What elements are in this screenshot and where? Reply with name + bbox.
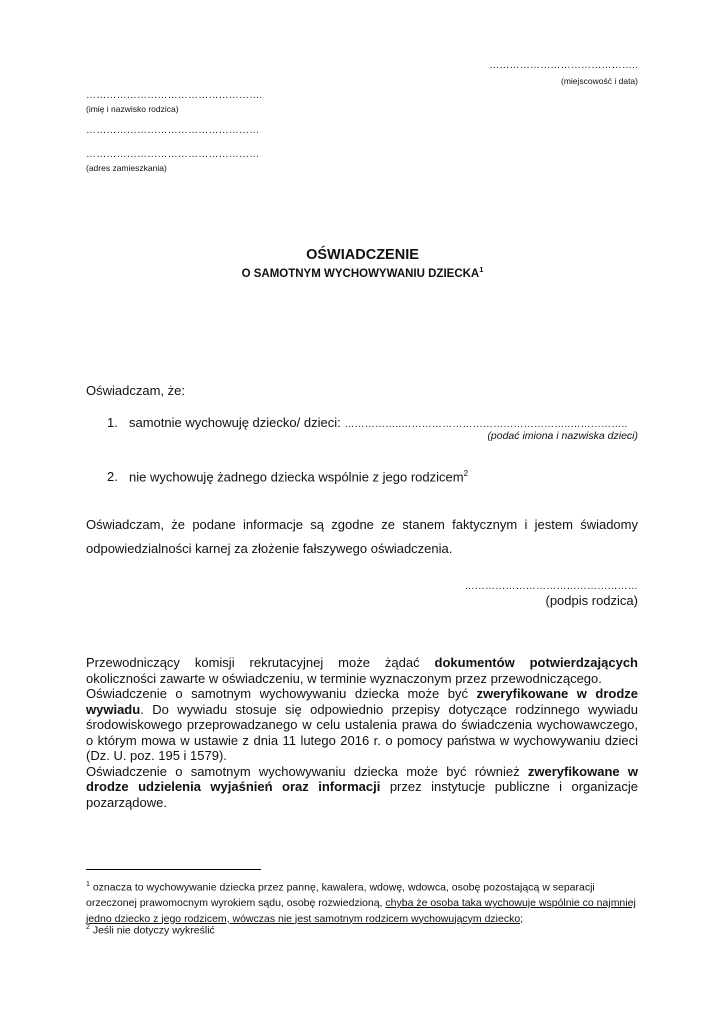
- info-p1-bold: dokumentów potwierdzających: [434, 655, 638, 670]
- document-subtitle: [0, 265, 725, 280]
- footnote-2-number: 2: [86, 924, 90, 931]
- address-dots-2: ……………………………………………: [86, 149, 260, 160]
- name-label: (imię i nazwisko rodzica): [86, 104, 179, 114]
- address-dots-1: ……………………………………………: [86, 125, 260, 136]
- item-1-dots: ……………..…………………………………………..……………..: [344, 419, 628, 430]
- footnote-2-text: Jeśli nie dotyczy wykreślić: [89, 924, 215, 937]
- name-dots: …………………………………………….: [86, 90, 263, 101]
- footnote-separator: [86, 869, 261, 870]
- item-1-text: [129, 415, 627, 430]
- date-dots: ……………………………………..: [489, 60, 638, 71]
- subtitle-text: O SAMOTNYM WYCHOWYWANIU DZIECKA: [241, 267, 480, 280]
- subtitle-footnote-ref: 1: [479, 265, 484, 274]
- item-2-number: 2.: [107, 469, 118, 484]
- date-label: (miejscowość i data): [561, 76, 638, 86]
- info-paragraph-3: [86, 764, 638, 811]
- info-p2-text: Oświadczenie o samotnym wychowywaniu dziecka może być: [86, 686, 477, 701]
- declaration-intro: Oświadczam, że:: [86, 383, 185, 398]
- declaration-statement: Oświadczam, że podane informacje są zgodne ze stanem faktycznym i jestem świadomy odpowiedzialności karnej za złożenie fałszywego oświadczenia.: [86, 517, 638, 556]
- item-1-hint: (podać imiona i nazwiska dzieci): [487, 430, 638, 442]
- info-p2-bold: zweryfikowane w drodze wywiadu: [86, 686, 639, 717]
- footnote-1-number: 1: [86, 881, 90, 888]
- item-1-number: 1.: [107, 415, 118, 430]
- footnote-1-underlined: chyba że osoba taka wychowuje wspólnie co najmniej jedno dziecko z jego rodzicem, wówczas nie jest samotnym rodzicem wychowującym dziecko;: [86, 897, 636, 925]
- footnote-1-text: oznacza to wychowywanie dziecka przez pannę, kawalera, wdowę, wdowca, osobę pozostającą w separacji orzeczonej prawomocnym wyrokiem sądu, osobę rozwiedzioną,: [86, 881, 595, 909]
- info-block: [86, 655, 638, 810]
- info-p1-text: Przewodniczący komisji rekrutacyjnej może żądać: [86, 655, 435, 670]
- info-p3-bold: zweryfikowane w drodze udzielenia wyjaśnień oraz informacji: [86, 763, 638, 794]
- signature-label: (podpis rodzica): [545, 593, 638, 608]
- info-paragraph-1: [86, 655, 638, 686]
- info-p1-rest: okoliczności zawarte w oświadczeniu, w terminie wyznaczonym przez przewodniczącego.: [86, 670, 602, 686]
- address-label: (adres zamieszkania): [86, 163, 167, 173]
- document-title: OŚWIADCZENIE: [306, 247, 419, 263]
- info-p3-text: Oświadczenie o samotnym wychowywaniu dziecka może być również: [86, 763, 528, 779]
- info-p3-rest: przez instytucje publiczne i organizacje pozarządowe.: [86, 779, 638, 810]
- footnote-2: [86, 920, 646, 939]
- info-paragraph-2: [86, 686, 638, 764]
- item-1-label: samotnie wychowuję dziecko/ dzieci:: [129, 415, 341, 430]
- item-2-footnote-ref: 2: [463, 469, 469, 478]
- item-2-text: [129, 469, 468, 484]
- item-2-label: nie wychowuję żadnego dziecka wspólnie z jego rodzicem: [129, 469, 464, 485]
- signature-dots: ……………………………………………: [464, 581, 638, 592]
- info-p2-rest: . Do wywiadu stosuje się odpowiednio przepisy dotyczące rodzinnego wywiadu środowiskowego przeprowadzanego w celu ustalenia prawa do świadczenia wychowawczego, o którym mowa w ustawie z dnia 11 lutego 2016 r. o pomocy państwa w wychowywaniu dzieci (Dz. U. poz. 195 i 1579).: [86, 701, 638, 763]
